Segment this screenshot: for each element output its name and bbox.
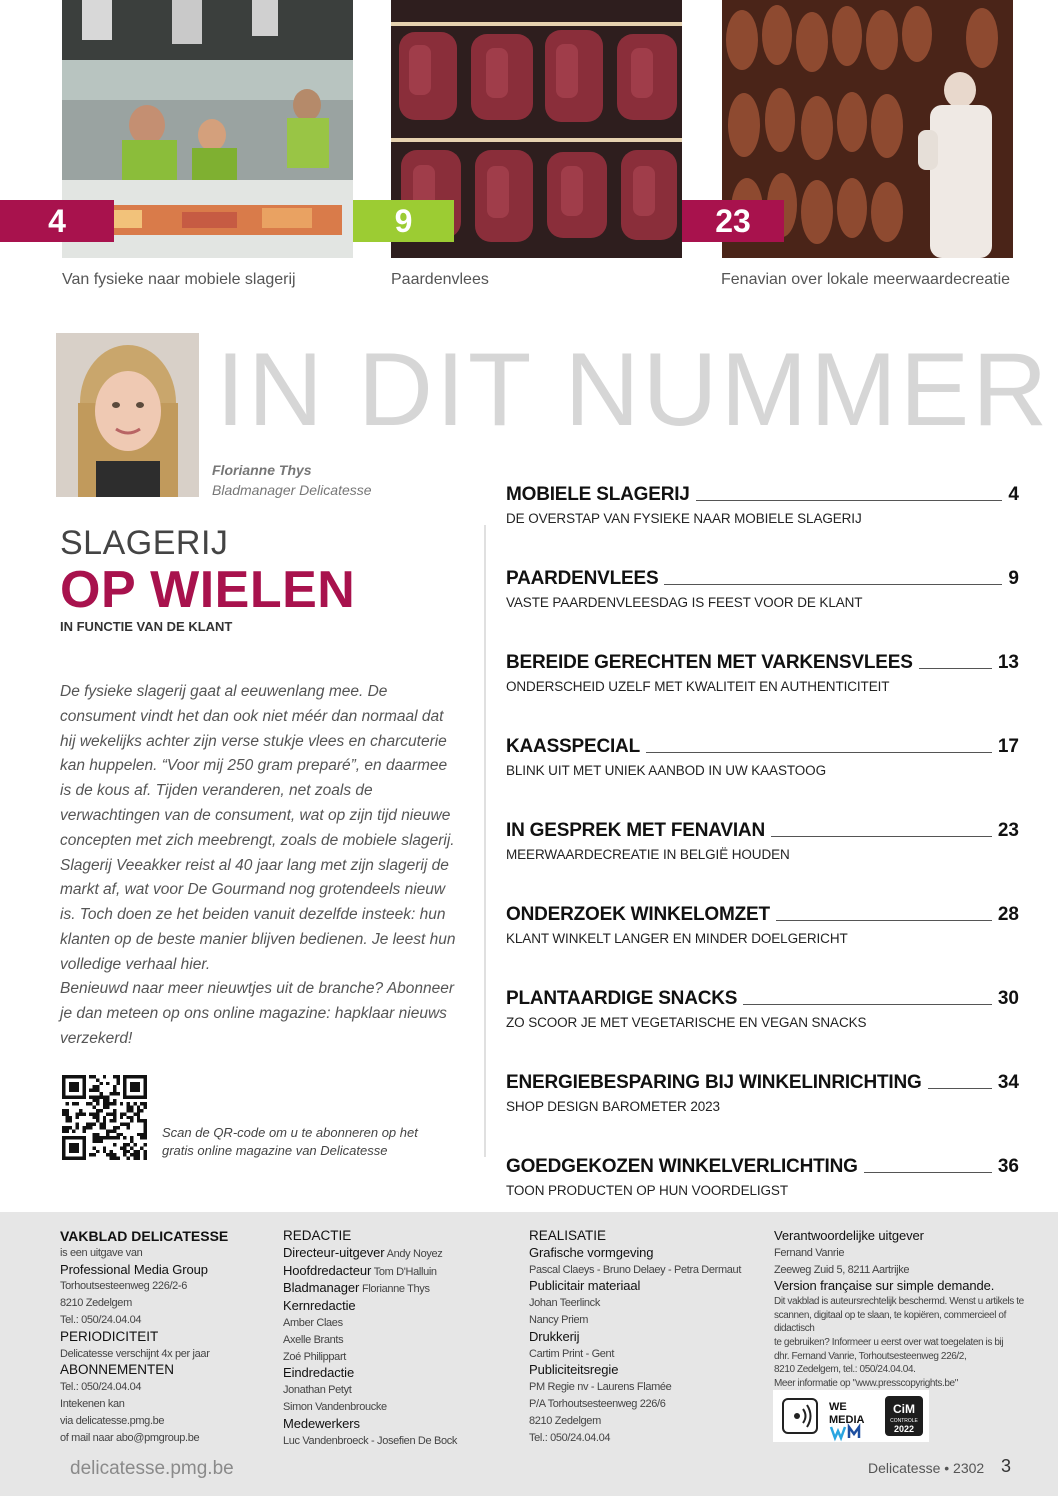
colophon-label: Eindredactie (283, 1365, 355, 1381)
colophon-text: Torhoutsesteenweg 226/2-6 (60, 1280, 188, 1293)
toc-page: 34 (997, 1072, 1019, 1093)
we-media-logo (829, 1401, 865, 1438)
colophon (0, 1212, 1058, 1496)
sound-wave-icon (783, 1399, 817, 1433)
colophon-text: Cartim Print - Gent (529, 1347, 615, 1360)
toc-entry[interactable] (506, 816, 1019, 862)
colophon-text: Intekenen kan (60, 1397, 125, 1410)
colophon-text: te gebruiken? Informeer u eerst over wat toegelaten is bij (774, 1336, 1004, 1348)
colophon-production (529, 1228, 759, 1446)
colophon-text: Tel.: 050/24.04.04 (60, 1313, 142, 1326)
toc-leader (776, 920, 992, 921)
footer-url[interactable]: delicatesse.pmg.be (70, 1458, 234, 1479)
colophon-text: scannen, digitaal op te slaan, te kopiëren, commercieel of didactisch (774, 1309, 1006, 1335)
colophon-text: PM Regie nv - Laurens Flamée (529, 1381, 672, 1394)
toc-subtitle: SHOP DESIGN BAROMETER 2023 (506, 1099, 720, 1114)
editorial-paragraph: De fysieke slagerij gaat al eeuwenlang mee. De consument vindt het dan ook niet méér dan normaal dat hij wekelijks achter zijn verse stukje vlees en charcuterie kan huppelen. “Voor mij 250 gram preparé”, en daarmee is de kous af. Tijden veranderen, net zoals de verwachtingen van de consument, wat op zijn tijd nieuwe concepten met zich meebrengt, zoals de mobiele slagerij. Slagerij Veeakker reist al 40 jaar lang met zijn slagerij de markt af, wat voor De Gourmand nog grotendeels nieuw is. Toch doen ze het beiden vanuit dezelfde insteek: hun klanten op de beste manier blijven bedienen. Je leest hun volledige verhaal hier. (60, 683, 456, 973)
cim-logo-text: 2022 (893, 1424, 915, 1434)
page-number: 3 (1001, 1456, 1012, 1476)
colophon-text: dhr. Fernand Vanrie, Torhoutsesteenweg 226/2, (774, 1350, 967, 1362)
toc-entry[interactable] (506, 1152, 1019, 1198)
toc-subtitle: BLINK UIT MET UNIEK AANBOD IN UW KAASTOOG (506, 763, 826, 778)
toc-entry[interactable] (506, 480, 1019, 526)
colophon-label: Bladmanager (283, 1280, 360, 1296)
toc-leader (771, 836, 992, 837)
cim-logo-text: CiM (893, 1402, 915, 1416)
toc-leader (928, 1088, 992, 1089)
toc-subtitle: ZO SCOOR JE MET VEGETARISCHE EN VEGAN SNACKS (506, 1015, 867, 1030)
toc-page: 4 (1008, 484, 1019, 505)
colophon-responsible (774, 1228, 1024, 1390)
colophon-text: Andy Noyez (386, 1247, 443, 1260)
colophon-heading: REDACTIE (283, 1228, 352, 1243)
toc-leader (696, 500, 1003, 501)
colophon-text: Fernand Vanrie (774, 1246, 845, 1259)
toc-leader (664, 584, 1002, 585)
toc-leader (919, 668, 992, 669)
qr-caption: Scan de QR-code om u te abonneren op het gratis online magazine van Delicatesse (162, 1125, 418, 1158)
cim-logo (885, 1396, 923, 1436)
column-divider (484, 525, 486, 1157)
toc-subtitle: ONDERSCHEID UZELF MET KWALITEIT EN AUTHENTICITEIT (506, 679, 890, 694)
toc-subtitle: KLANT WINKELT LANGER EN MINDER DOELGERICHT (506, 931, 848, 946)
colophon-text: 8210 Zedelgem (529, 1414, 601, 1427)
toc-title: ENERGIEBESPARING BIJ WINKELINRICHTING (506, 1072, 922, 1093)
colophon-label: Grafische vormgeving (529, 1244, 654, 1260)
feature-number-badge: 4 (0, 200, 114, 242)
toc-leader (743, 1004, 992, 1005)
colophon-text: Zeeweg Zuid 5, 8211 Aartrijke (774, 1263, 910, 1276)
colophon-text: Amber Claes (283, 1316, 343, 1329)
toc-title: KAASSPECIAL (506, 736, 640, 757)
cim-logo-text: CONTROLE (890, 1418, 918, 1424)
toc-subtitle: TOON PRODUCTEN OP HUN VOORDELIGST (506, 1183, 788, 1198)
colophon-text: Pascal Claeys - Bruno Delaey - Petra Dermaut (529, 1263, 742, 1276)
qr-code-icon[interactable] (62, 1075, 147, 1160)
colophon-text: is een uitgave van (60, 1246, 143, 1259)
colophon-text: Jonathan Petyt (283, 1384, 352, 1397)
toc-title: ONDERZOEK WINKELOMZET (506, 904, 770, 925)
colophon-text: Florianne Thys (361, 1283, 430, 1296)
toc-page: 28 (997, 904, 1019, 925)
colophon-text: Tel.: 050/24.04.04 (60, 1381, 142, 1394)
author-name: Florianne Thys (212, 462, 312, 478)
toc-entry[interactable] (506, 900, 1019, 946)
colophon-text: Tom D'Halluin (373, 1265, 437, 1278)
toc-leader (864, 1172, 992, 1173)
author-portrait (56, 333, 199, 497)
colophon-text: Delicatesse verschijnt 4x per jaar (60, 1347, 210, 1360)
colophon-text: 8210 Zedelgem (60, 1297, 132, 1310)
toc-entry[interactable] (506, 564, 1019, 610)
toc-title: PAARDENVLEES (506, 568, 659, 589)
colophon-label: Verantwoordelijke uitgever (774, 1228, 924, 1243)
colophon-company: Professional Media Group (60, 1261, 208, 1277)
colophon-text: Luc Vandenbroeck - Josefien De Bock (283, 1434, 458, 1447)
colophon-link[interactable]: via delicatesse.pmg.be (60, 1414, 165, 1427)
we-media-logo-text: WE (829, 1401, 847, 1413)
toc-page: 9 (1008, 568, 1019, 589)
toc-subtitle: DE OVERSTAP VAN FYSIEKE NAAR MOBIELE SLAGERIJ (506, 511, 862, 526)
we-media-logo-text: MEDIA (829, 1414, 865, 1426)
toc-page: 30 (997, 988, 1019, 1009)
colophon-text: Johan Teerlinck (529, 1297, 600, 1310)
colophon-label: Directeur-uitgever (283, 1244, 385, 1260)
toc-subtitle: VASTE PAARDENVLEESDAG IS FEEST VOOR DE KLANT (506, 595, 863, 610)
colophon-heading: ABONNEMENTEN (60, 1362, 175, 1378)
colophon-text: Zoé Philippart (283, 1350, 346, 1363)
editorial-headline: OP WIELEN (60, 561, 356, 619)
colophon-editorial (283, 1228, 493, 1449)
feature-number-badge: 9 (353, 200, 454, 242)
toc-title: MOBIELE SLAGERIJ (506, 484, 690, 505)
editorial-subhead: IN FUNCTIE VAN DE KLANT (60, 619, 233, 634)
toc-page: 13 (997, 652, 1019, 673)
colophon-link[interactable]: of mail naar abo@pmgroup.be (60, 1431, 200, 1444)
feature-caption: Van fysieke naar mobiele slagerij (62, 271, 296, 288)
toc-title: GOEDGEKOZEN WINKELVERLICHTING (506, 1156, 858, 1177)
colophon-text: Axelle Brants (283, 1333, 344, 1346)
toc-entry[interactable] (506, 984, 1019, 1030)
feature-caption: Paardenvlees (391, 271, 489, 288)
toc-page: 36 (997, 1156, 1019, 1177)
colophon-heading: PERIODICITEIT (60, 1328, 159, 1344)
colophon-publisher (60, 1228, 270, 1446)
author-role: Bladmanager Delicatesse (212, 482, 372, 498)
colophon-label: Hoofdredacteur (283, 1262, 372, 1278)
colophon-heading: REALISATIE (529, 1228, 607, 1243)
toc-entry[interactable] (506, 648, 1019, 694)
editorial-kicker: SLAGERIJ (60, 524, 229, 562)
colophon-text: 8210 Zedelgem, tel.: 050/24.04.04. (774, 1364, 916, 1376)
colophon-text: P/A Torhoutsesteenweg 226/6 (529, 1397, 666, 1410)
colophon-text: Meer informatie op "www.presscopyrights.be" (774, 1377, 958, 1389)
certification-logos (773, 1390, 929, 1442)
colophon-heading: VAKBLAD DELICATESSE (60, 1228, 229, 1244)
colophon-label: Kernredactie (283, 1298, 356, 1314)
toc-page: 17 (997, 736, 1019, 757)
toc-title: IN GESPREK MET FENAVIAN (506, 820, 765, 841)
toc-subtitle: MEERWAARDECREATIE IN BELGIË HOUDEN (506, 847, 790, 862)
colophon-label: Version française sur simple demande. (774, 1278, 995, 1294)
colophon-text: Tel.: 050/24.04.04 (529, 1431, 611, 1444)
footer-issue: Delicatesse • 2302 (868, 1460, 985, 1476)
toc-title: BEREIDE GERECHTEN MET VARKENSVLEES (506, 652, 913, 673)
colophon-label: Drukkerij (529, 1328, 580, 1344)
toc-page: 23 (997, 820, 1019, 841)
editorial-paragraph: Benieuwd naar meer nieuwtjes uit de branche? Abonneer je dan meteen op ons online magazine: hapklaar nieuws verzekerd! (60, 980, 455, 1047)
colophon-label: Publicitair materiaal (529, 1278, 641, 1294)
toc-entry[interactable] (506, 1068, 1019, 1114)
colophon-text: Dit vakblad is auteursrechtelijk beschermd. Wenst u artikels te (774, 1296, 1024, 1308)
page-title: IN DIT NUMMER (216, 332, 1051, 448)
toc-entry[interactable] (506, 732, 1019, 778)
toc-title: PLANTAARDIGE SNACKS (506, 988, 738, 1009)
colophon-label: Medewerkers (283, 1415, 360, 1431)
colophon-label: Publiciteitsregie (529, 1362, 619, 1378)
toc-leader (646, 752, 992, 753)
colophon-text: Nancy Priem (529, 1313, 589, 1326)
feature-caption: Fenavian over lokale meerwaardecreatie (721, 271, 1011, 288)
feature-number-badge: 23 (682, 200, 784, 242)
colophon-text: Simon Vandenbroucke (283, 1400, 387, 1413)
